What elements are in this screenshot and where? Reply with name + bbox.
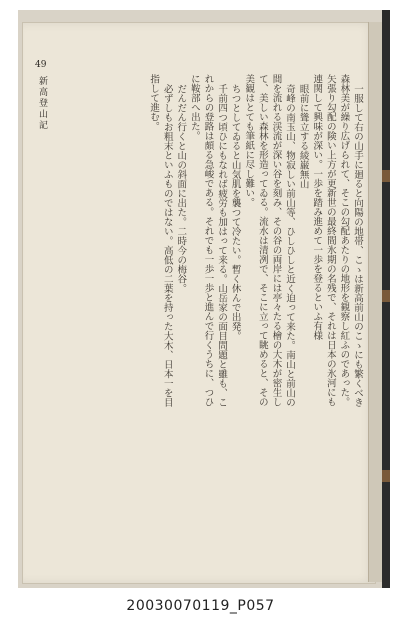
binding-stitch bbox=[382, 290, 390, 302]
running-header: 新高登山記 bbox=[37, 76, 47, 131]
binding-stitch bbox=[382, 470, 390, 482]
paragraph: 必ずしもお粗末といふものではない。高低の二葉を持った大木、日本一を目指して進む。 bbox=[148, 74, 173, 407]
section-heading: 眼前に聳立する綾巌無山 bbox=[297, 83, 309, 188]
paragraph: 一服して右の山手に廻ると向陽の地帯、こゝは新高前山のこゝにも繁くべき森林美が繰り広げられて、そこの勾配あたりの地形を観察し紅ふのであった。矢張り勾配の険い上方が更新世の最終間氷期の名残で、それは日本の氷河にも連関して興味が深い。一歩を踏み進めて一歩を登るといふ有様 bbox=[311, 74, 363, 407]
page-edge bbox=[368, 22, 383, 582]
page-number: 49 bbox=[35, 60, 47, 70]
paragraph: 千前四つ頃ひにもなれば疲労も加はって来る。山岳家の面目問題と雖も、これからの登路は頗る急峻である。それでも一歩一歩と進んで行くうちに、つひに鞍部へ出た。 bbox=[188, 74, 228, 407]
paragraph: だんだん行くと山の斜面に出た。二時今の梅谷。 bbox=[175, 83, 187, 293]
body-text bbox=[56, 74, 364, 414]
paragraph: ちつとしてゐると山気肌を襲つて冷たい。暫く休んで出発。 bbox=[229, 83, 241, 340]
binding-stitch bbox=[382, 170, 390, 182]
image-id-caption: 20030070119_P057 bbox=[126, 598, 275, 614]
paragraph: 奇峰の南玉山、物寂しい前山等、ひしひしと近く迫って来た。南山と前山の間を流れる渓流が深い谷を刻み、その谷の両岸には亭々たる檜の大木が密生して、美しい森林を形造ってゐる。流水は清冽で、そこに立って眺めると、その美観はとても筆紙に尽し難い。 bbox=[243, 74, 296, 407]
